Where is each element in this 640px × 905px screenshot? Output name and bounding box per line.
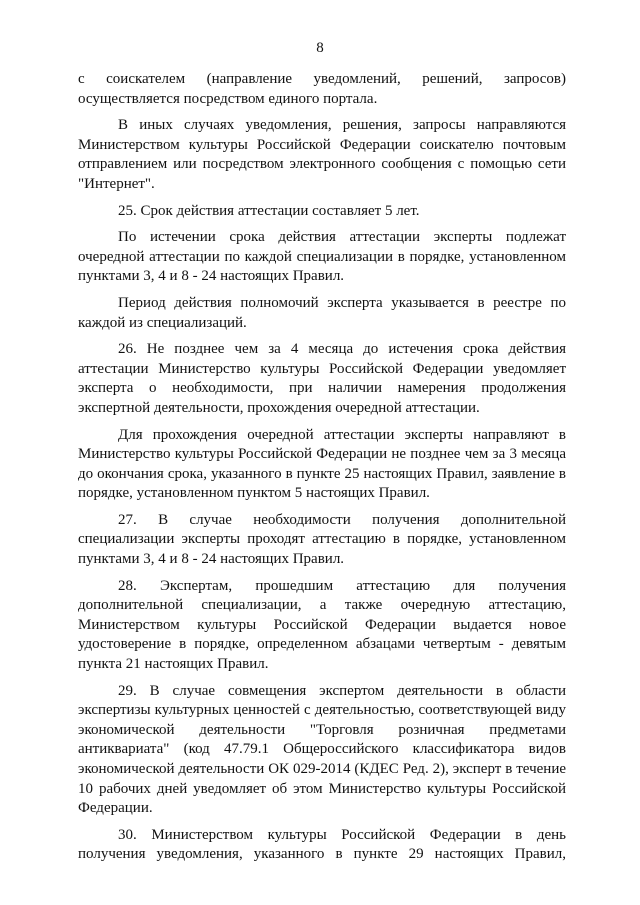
paragraph-reattestation-application: Для прохождения очередной аттестации эксперты направляют в Министерство культуры Российской Федерации не позднее чем за 3 месяца до окончания срока, указанного в пункте 25 настоящих Правил, заявление в порядке, установленном пунктом 5 настоящих Правил. — [78, 426, 566, 502]
paragraph-clause-26: 26. Не позднее чем за 4 месяца до истечения срока действия аттестации Министерство культуры Российской Федерации уведомляет эксперта о необходимости, при наличии намерения продолжения экспертной деятельности, прохождения очередной аттестации. — [78, 341, 566, 416]
paragraph-clause-25: 25. Срок действия аттестации составляет 5 лет. — [118, 202, 420, 219]
page-number: 8 — [316, 40, 324, 56]
paragraph-reattestation: По истечении срока действия аттестации эксперты подлежат очередной аттестации по каждой специализации в порядке, установленном пунктами 3, 4 и 8 - 24 настоящих Правил. — [78, 229, 566, 285]
paragraph-other-notifications: В иных случаях уведомления, решения, запросы направляются Министерством культуры Российской Федерации соискателю почтовым отправлением или посредством электронного сообщения с помощью сети "Интернет". — [78, 117, 566, 192]
paragraph-clause-27: 27. В случае необходимости получения дополнительной специализации эксперты проходят аттестацию в порядке, установленном пунктами 3, 4 и 8 - 24 настоящих Правил. — [78, 511, 566, 568]
paragraph-clause-29: 29. В случае совмещения экспертом деятельности в области экспертизы культурных ценностей с деятельностью, соответствующей виду экономической деятельности "Торговля розничная предметами антиквариата" (код 47.79.1 Общероссийского классификатора видов экономической деятельности ОК 029-2014 (КДЕС Ред. 2), эксперт в течение 10 рабочих дней уведомляет об этом Министерство культуры Российской Федерации. — [78, 682, 566, 817]
paragraph-continuation: с соискателем (направление уведомлений, решений, запросов) осуществляется посредством единого портала. — [78, 71, 566, 107]
document-body — [78, 70, 566, 865]
paragraph-clause-30: 30. Министерством культуры Российской Федерации в день получения уведомления, указанного в пункте 29 настоящих Правил, — [78, 826, 566, 863]
paragraph-authority-period: Период действия полномочий эксперта указывается в реестре по каждой из специализаций. — [78, 294, 566, 331]
paragraph-clause-28: 28. Экспертам, прошедшим аттестацию для получения дополнительной специализации, а также очередную аттестацию, Министерством культуры Российской Федерации выдается новое удостоверение в порядке, определенном абзацами четвертым - девятым пункта 21 настоящих Правил. — [78, 577, 566, 673]
